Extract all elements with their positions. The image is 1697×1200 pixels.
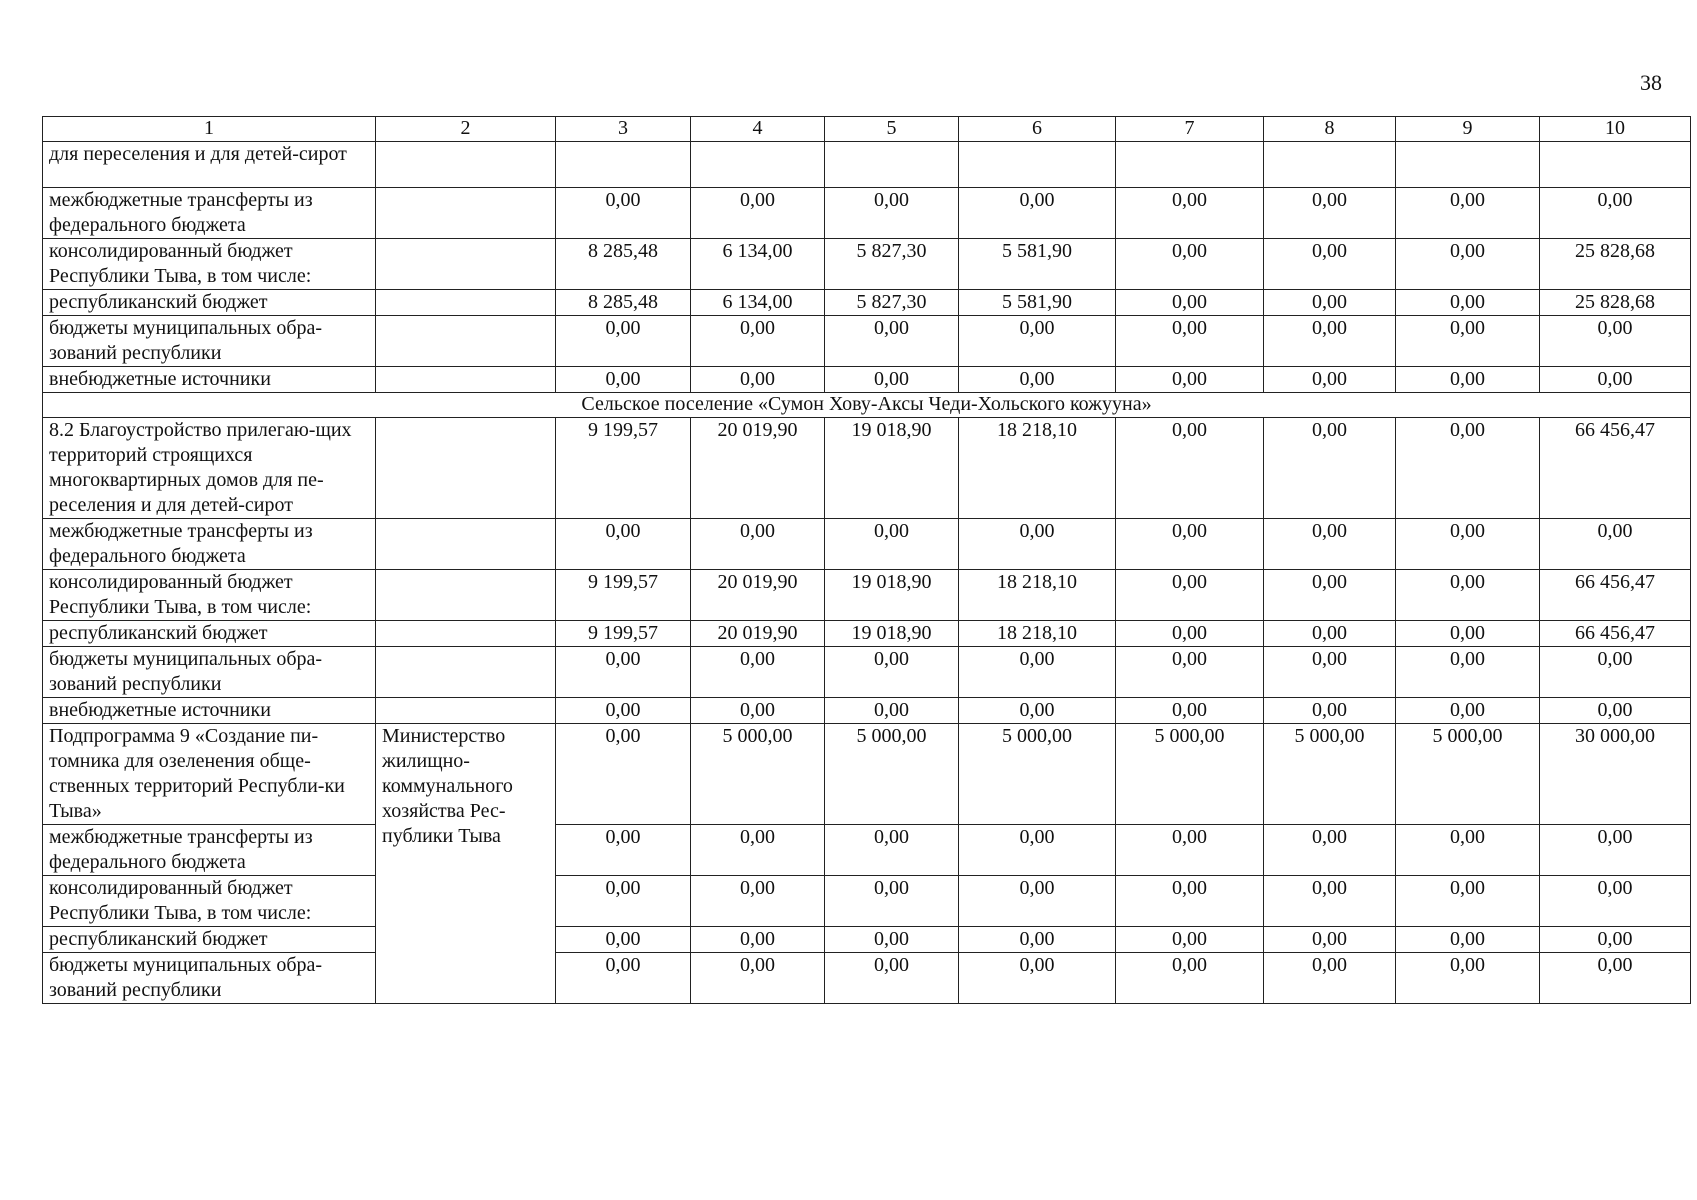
value-cell: 0,00 [959, 698, 1116, 724]
value-cell: 0,00 [825, 876, 959, 927]
value-cell: 18 218,10 [959, 418, 1116, 519]
value-cell [1116, 142, 1264, 188]
value-cell: 0,00 [1540, 647, 1691, 698]
value-cell: 0,00 [1116, 290, 1264, 316]
row-name: межбюджетные трансферты из федерального бюджета [43, 519, 376, 570]
row-name: консолидированный бюджет Республики Тыва, в том числе: [43, 876, 376, 927]
value-cell: 0,00 [1116, 367, 1264, 393]
value-cell: 0,00 [825, 367, 959, 393]
value-cell: 0,00 [1116, 570, 1264, 621]
value-cell: 0,00 [959, 876, 1116, 927]
value-cell: 0,00 [1264, 519, 1396, 570]
table-row [43, 316, 1691, 367]
value-cell: 0,00 [1396, 367, 1540, 393]
value-cell: 0,00 [556, 825, 691, 876]
table-row [43, 724, 1691, 825]
value-cell: 0,00 [1116, 316, 1264, 367]
value-cell: 0,00 [1396, 698, 1540, 724]
value-cell: 20 019,90 [691, 570, 825, 621]
value-cell: 0,00 [556, 647, 691, 698]
value-cell: 0,00 [1116, 698, 1264, 724]
column-number: 10 [1540, 117, 1691, 142]
value-cell: 0,00 [1264, 290, 1396, 316]
value-cell: 9 199,57 [556, 621, 691, 647]
value-cell: 0,00 [691, 647, 825, 698]
value-cell: 0,00 [1264, 188, 1396, 239]
value-cell: 0,00 [1396, 290, 1540, 316]
column-number: 3 [556, 117, 691, 142]
value-cell: 0,00 [825, 825, 959, 876]
table-row [43, 367, 1691, 393]
value-cell [556, 142, 691, 188]
value-cell: 0,00 [1540, 698, 1691, 724]
page-number: 38 [1640, 70, 1662, 95]
value-cell: 66 456,47 [1540, 418, 1691, 519]
row-name: внебюджетные источники [43, 367, 376, 393]
column-number: 6 [959, 117, 1116, 142]
executor-cell [376, 418, 556, 519]
value-cell: 0,00 [1116, 876, 1264, 927]
value-cell: 0,00 [825, 188, 959, 239]
row-name: республиканский бюджет [43, 927, 376, 953]
value-cell: 0,00 [1116, 825, 1264, 876]
table-row [43, 188, 1691, 239]
row-name: межбюджетные трансферты из федерального бюджета [43, 188, 376, 239]
value-cell: 5 000,00 [959, 724, 1116, 825]
value-cell: 5 581,90 [959, 239, 1116, 290]
value-cell: 5 000,00 [1116, 724, 1264, 825]
value-cell: 0,00 [691, 698, 825, 724]
value-cell: 0,00 [1264, 418, 1396, 519]
value-cell: 0,00 [556, 876, 691, 927]
value-cell [1264, 142, 1396, 188]
column-number: 4 [691, 117, 825, 142]
value-cell: 0,00 [1116, 418, 1264, 519]
table-row [43, 239, 1691, 290]
value-cell: 9 199,57 [556, 570, 691, 621]
value-cell: 0,00 [1264, 876, 1396, 927]
column-number: 1 [43, 117, 376, 142]
value-cell: 18 218,10 [959, 621, 1116, 647]
executor-cell [376, 519, 556, 570]
table-row [43, 647, 1691, 698]
value-cell: 0,00 [959, 316, 1116, 367]
executor-cell [376, 570, 556, 621]
value-cell: 0,00 [1540, 953, 1691, 1004]
value-cell: 0,00 [1264, 621, 1396, 647]
table-row [43, 290, 1691, 316]
value-cell: 0,00 [959, 367, 1116, 393]
section-row [43, 393, 1691, 418]
value-cell: 0,00 [556, 519, 691, 570]
row-name: внебюджетные источники [43, 698, 376, 724]
row-name: республиканский бюджет [43, 621, 376, 647]
row-name: бюджеты муниципальных обра-зований республики [43, 316, 376, 367]
value-cell: 0,00 [1540, 519, 1691, 570]
value-cell: 0,00 [1264, 316, 1396, 367]
value-cell: 0,00 [1264, 698, 1396, 724]
value-cell: 0,00 [1116, 519, 1264, 570]
value-cell: 0,00 [959, 927, 1116, 953]
value-cell: 6 134,00 [691, 239, 825, 290]
value-cell: 0,00 [1116, 239, 1264, 290]
executor-cell [376, 316, 556, 367]
value-cell: 0,00 [691, 953, 825, 1004]
table-row [43, 142, 1691, 188]
value-cell: 19 018,90 [825, 418, 959, 519]
value-cell: 5 581,90 [959, 290, 1116, 316]
value-cell [1540, 142, 1691, 188]
value-cell: 0,00 [1396, 570, 1540, 621]
value-cell: 0,00 [959, 519, 1116, 570]
value-cell: 66 456,47 [1540, 570, 1691, 621]
row-name: бюджеты муниципальных обра-зований республики [43, 647, 376, 698]
value-cell: 0,00 [1264, 570, 1396, 621]
value-cell: 19 018,90 [825, 621, 959, 647]
value-cell: 0,00 [1540, 367, 1691, 393]
executor-cell [376, 239, 556, 290]
value-cell: 0,00 [1396, 188, 1540, 239]
value-cell: 0,00 [556, 953, 691, 1004]
value-cell: 0,00 [1396, 876, 1540, 927]
value-cell: 5 000,00 [1396, 724, 1540, 825]
value-cell: 0,00 [1264, 239, 1396, 290]
table-row [43, 876, 1691, 927]
value-cell: 0,00 [1116, 953, 1264, 1004]
table-row [43, 927, 1691, 953]
column-number: 9 [1396, 117, 1540, 142]
value-cell [825, 142, 959, 188]
column-number-row [43, 117, 1691, 142]
value-cell: 0,00 [691, 188, 825, 239]
value-cell: 66 456,47 [1540, 621, 1691, 647]
value-cell: 5 827,30 [825, 239, 959, 290]
value-cell: 0,00 [825, 698, 959, 724]
value-cell: 0,00 [1264, 647, 1396, 698]
column-number: 2 [376, 117, 556, 142]
value-cell: 0,00 [1396, 621, 1540, 647]
value-cell: 0,00 [1540, 188, 1691, 239]
row-name: Подпрограмма 9 «Создание пи-томника для озеленения обще-ственных территорий Республи-ки Тыва» [43, 724, 376, 825]
value-cell: 0,00 [1540, 825, 1691, 876]
value-cell: 0,00 [1264, 825, 1396, 876]
executor-cell [376, 142, 556, 188]
table-row [43, 825, 1691, 876]
value-cell: 5 827,30 [825, 290, 959, 316]
table-row [43, 953, 1691, 1004]
row-name: межбюджетные трансферты из федерального бюджета [43, 825, 376, 876]
executor-cell [376, 621, 556, 647]
value-cell: 0,00 [1396, 647, 1540, 698]
value-cell: 0,00 [959, 188, 1116, 239]
row-name: бюджеты муниципальных обра-зований республики [43, 953, 376, 1004]
section-title: Сельское поселение «Сумон Хову-Аксы Чеди-Хольского кожууна» [43, 393, 1691, 418]
value-cell: 0,00 [825, 647, 959, 698]
row-name: республиканский бюджет [43, 290, 376, 316]
value-cell: 0,00 [825, 953, 959, 1004]
value-cell: 8 285,48 [556, 290, 691, 316]
executor-cell: Министерство жилищно-коммунального хозяйства Рес-публики Тыва [376, 724, 556, 1004]
value-cell: 0,00 [556, 316, 691, 367]
value-cell [691, 142, 825, 188]
column-number: 5 [825, 117, 959, 142]
value-cell: 0,00 [1116, 621, 1264, 647]
executor-cell [376, 188, 556, 239]
value-cell: 20 019,90 [691, 621, 825, 647]
value-cell: 0,00 [1116, 188, 1264, 239]
value-cell: 0,00 [1264, 367, 1396, 393]
table-row [43, 519, 1691, 570]
value-cell: 30 000,00 [1540, 724, 1691, 825]
value-cell: 0,00 [1264, 953, 1396, 1004]
value-cell: 20 019,90 [691, 418, 825, 519]
value-cell: 5 000,00 [1264, 724, 1396, 825]
value-cell: 0,00 [959, 953, 1116, 1004]
value-cell: 0,00 [825, 927, 959, 953]
value-cell [1396, 142, 1540, 188]
value-cell: 18 218,10 [959, 570, 1116, 621]
value-cell: 0,00 [691, 876, 825, 927]
value-cell: 0,00 [556, 188, 691, 239]
value-cell: 8 285,48 [556, 239, 691, 290]
row-name: 8.2 Благоустройство прилегаю-щих территорий строящихся многоквартирных домов для пе-реселения и для детей-сирот [43, 418, 376, 519]
value-cell [959, 142, 1116, 188]
value-cell: 0,00 [1396, 927, 1540, 953]
value-cell: 0,00 [825, 316, 959, 367]
executor-cell [376, 698, 556, 724]
value-cell: 0,00 [691, 927, 825, 953]
value-cell: 0,00 [556, 698, 691, 724]
row-name: консолидированный бюджет Республики Тыва, в том числе: [43, 570, 376, 621]
table-row [43, 698, 1691, 724]
value-cell: 0,00 [1396, 239, 1540, 290]
budget-table [42, 116, 1691, 1004]
value-cell: 0,00 [1396, 316, 1540, 367]
value-cell: 0,00 [1396, 953, 1540, 1004]
value-cell: 0,00 [825, 519, 959, 570]
table-body [43, 117, 1691, 1004]
value-cell: 25 828,68 [1540, 290, 1691, 316]
value-cell: 0,00 [691, 367, 825, 393]
value-cell: 0,00 [1396, 418, 1540, 519]
value-cell: 0,00 [556, 927, 691, 953]
value-cell: 0,00 [691, 316, 825, 367]
value-cell: 5 000,00 [825, 724, 959, 825]
value-cell: 0,00 [1116, 927, 1264, 953]
value-cell: 0,00 [691, 519, 825, 570]
executor-cell [376, 290, 556, 316]
row-name: для переселения и для детей-сирот [43, 142, 376, 188]
executor-cell [376, 367, 556, 393]
table-row [43, 418, 1691, 519]
row-name: консолидированный бюджет Республики Тыва, в том числе: [43, 239, 376, 290]
table-row [43, 570, 1691, 621]
value-cell: 19 018,90 [825, 570, 959, 621]
table-row [43, 621, 1691, 647]
value-cell: 0,00 [1396, 519, 1540, 570]
value-cell: 0,00 [556, 367, 691, 393]
value-cell: 0,00 [1540, 927, 1691, 953]
value-cell: 0,00 [691, 825, 825, 876]
value-cell: 0,00 [556, 724, 691, 825]
value-cell: 25 828,68 [1540, 239, 1691, 290]
value-cell: 0,00 [1396, 825, 1540, 876]
value-cell: 0,00 [1116, 647, 1264, 698]
value-cell: 6 134,00 [691, 290, 825, 316]
value-cell: 0,00 [1540, 876, 1691, 927]
value-cell: 9 199,57 [556, 418, 691, 519]
value-cell: 0,00 [1540, 316, 1691, 367]
column-number: 7 [1116, 117, 1264, 142]
executor-cell [376, 647, 556, 698]
value-cell: 0,00 [959, 647, 1116, 698]
value-cell: 0,00 [959, 825, 1116, 876]
column-number: 8 [1264, 117, 1396, 142]
value-cell: 5 000,00 [691, 724, 825, 825]
value-cell: 0,00 [1264, 927, 1396, 953]
